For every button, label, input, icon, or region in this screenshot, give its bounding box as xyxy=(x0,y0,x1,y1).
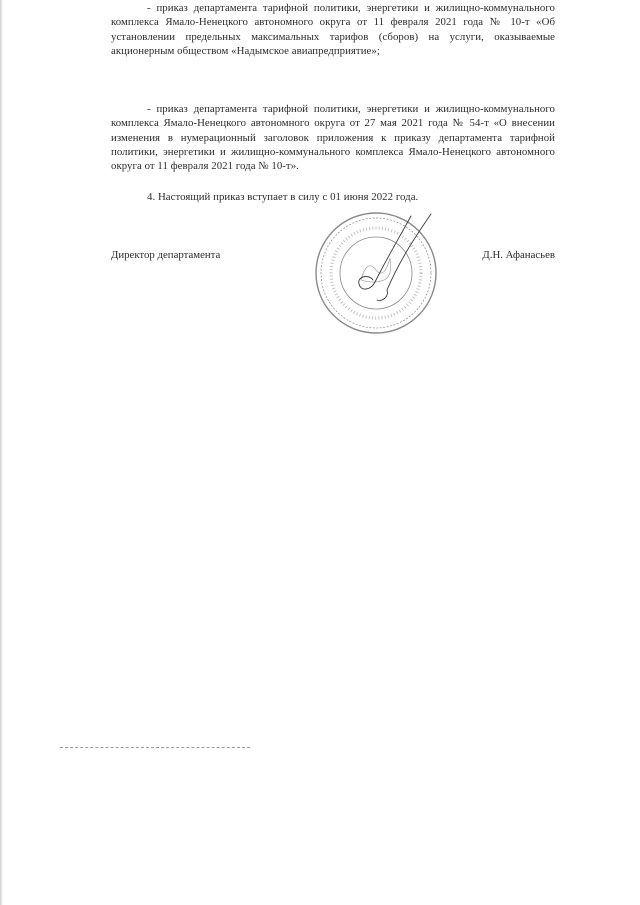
scan-edge xyxy=(0,0,3,905)
seal-emblem xyxy=(361,258,391,282)
seal-outer-ring xyxy=(316,213,436,333)
signatory-name: Д.Н. Афанасьев xyxy=(482,249,555,261)
official-seal-with-signature xyxy=(313,210,439,336)
effective-date-clause: 4. Настоящий приказ вступает в силу с 01 июня 2022 года. xyxy=(147,191,419,203)
footer-divider xyxy=(60,747,250,748)
repealed-order-item-1: - приказ департамента тарифной политики, энергетики и жилищно-коммунального комплекса Ямало-Ненецкого автономного округа от 11 февраля 2021 года № 10-т «Об установлении предельных максимальных тарифов (сборов) на услуги, оказываемые акционерным обществом «Надымское авиапредприятие»; xyxy=(111,2,555,57)
seal-inner-ring xyxy=(321,218,431,328)
seal-text-band xyxy=(331,228,421,318)
signatory-title: Директор департамента xyxy=(111,249,221,261)
seal-center-ring xyxy=(340,237,412,309)
repealed-order-item-2: - приказ департамента тарифной политики, энергетики и жилищно-коммунального комплекса Ямало-Ненецкого автономного округа от 27 мая 2021 года № 54-т «О внесении изменения в нумерационный заголовок приложения к приказу департамента тарифной политики, энергетики и жилищно-коммунального комплекса Ямало-Ненецкого автономного округа от 11 февраля 2021 года № 10-т». xyxy=(111,103,555,173)
